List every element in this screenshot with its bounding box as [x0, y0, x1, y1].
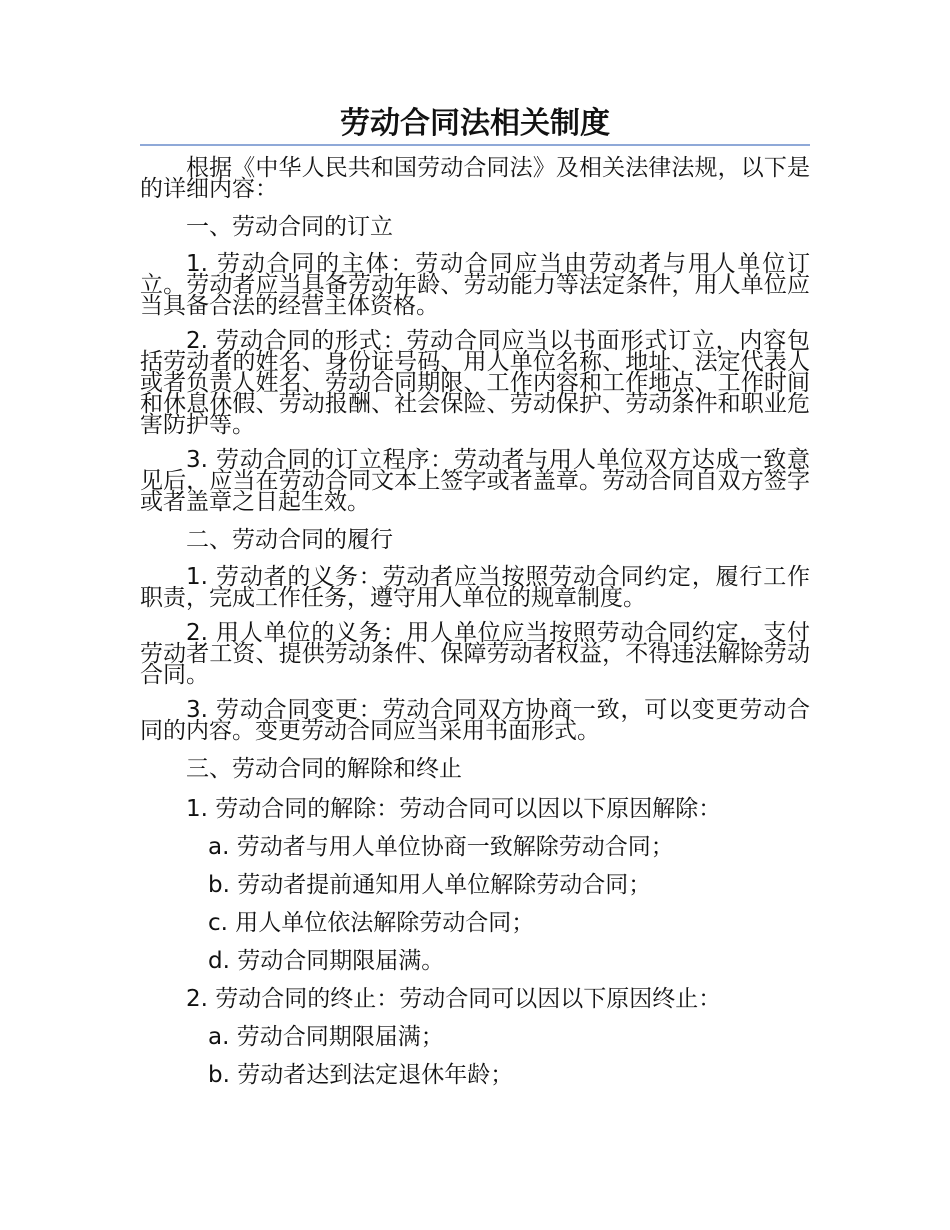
section-heading-1: 一、劳动合同的订立 [186, 214, 393, 240]
section-heading-3: 三、劳动合同的解除和终止 [186, 756, 462, 782]
page-title: 劳动合同法相关制度 [140, 104, 810, 146]
paragraph-1-1: 1. 劳动合同的主体：劳动合同应当由劳动者与用人单位订立。劳动者应当具备劳动年龄、劳动能力等法定条件，用人单位应当具备合法的经营主体资格。 [140, 251, 810, 319]
paragraph-2-1: 1. 劳动者的义务：劳动者应当按照劳动合同约定，履行工作职责，完成工作任务，遵守用人单位的规章制度。 [140, 564, 810, 611]
sub-item: d. 劳动合同期限届满。 [208, 948, 445, 974]
sub-item: a. 劳动者与用人单位协商一致解除劳动合同； [208, 834, 674, 860]
section-heading-2: 二、劳动合同的履行 [186, 527, 393, 553]
list-item-termination: 2. 劳动合同的终止：劳动合同可以因以下原因终止： [186, 986, 722, 1012]
sub-item: c. 用人单位依法解除劳动合同； [208, 910, 535, 936]
list-item-dissolution: 1. 劳动合同的解除：劳动合同可以因以下原因解除： [186, 796, 722, 822]
sub-item: a. 劳动合同期限届满； [208, 1024, 444, 1050]
paragraph-1-3: 3. 劳动合同的订立程序：劳动者与用人单位双方达成一致意见后，应当在劳动合同文本上签字或者盖章。劳动合同自双方签字或者盖章之日起生效。 [140, 447, 810, 515]
intro-paragraph: 根据《中华人民共和国劳动合同法》及相关法律法规，以下是的详细内容： [140, 155, 810, 202]
paragraph-2-3: 3. 劳动合同变更：劳动合同双方协商一致，可以变更劳动合同的内容。变更劳动合同应当采用书面形式。 [140, 697, 810, 744]
paragraph-2-2: 2. 用人单位的义务：用人单位应当按照劳动合同约定，支付劳动者工资、提供劳动条件、保障劳动者权益，不得违法解除劳动合同。 [140, 620, 810, 688]
document-body [140, 155, 810, 1100]
sub-item: b. 劳动者达到法定退休年龄； [208, 1062, 514, 1088]
paragraph-1-2: 2. 劳动合同的形式：劳动合同应当以书面形式订立，内容包括劳动者的姓名、身份证号码、用人单位名称、地址、法定代表人或者负责人姓名、劳动合同期限、工作内容和工作地点、工作时间和休息休假、劳动报酬、社会保险、劳动保护、劳动条件和职业危害防护等。 [140, 328, 810, 438]
sub-item: b. 劳动者提前通知用人单位解除劳动合同； [208, 872, 652, 898]
